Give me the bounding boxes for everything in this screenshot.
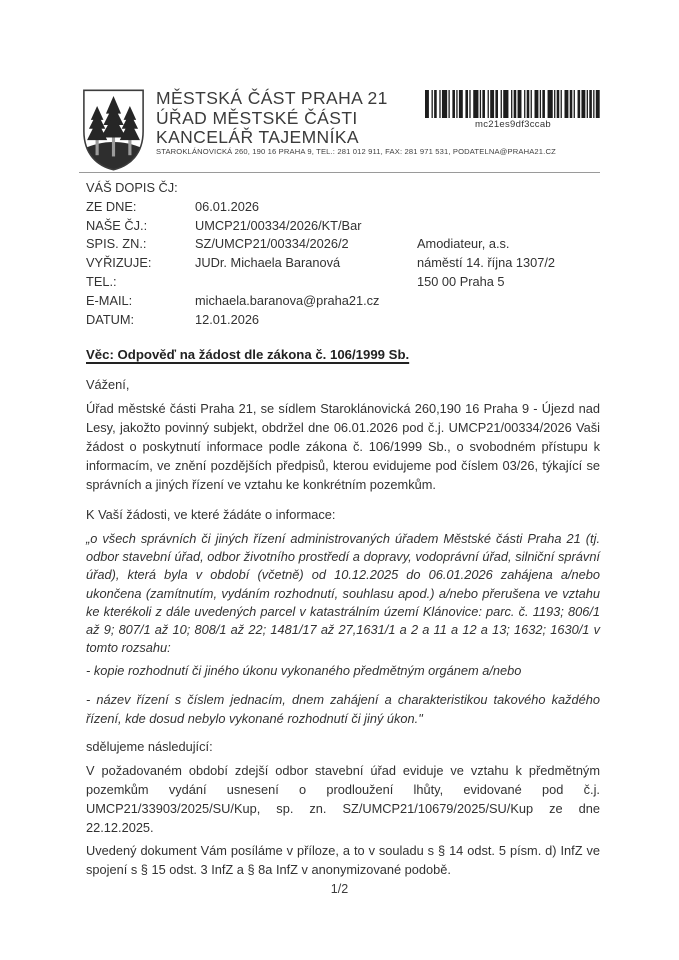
meta-value: 12.01.2026	[195, 311, 260, 327]
meta-label: VÁŠ DOPIS ČJ:	[86, 180, 178, 195]
recipient-address	[417, 235, 555, 291]
meta-row-ze-dne	[86, 198, 379, 217]
recipient-name: Amodiateur, a.s.	[417, 236, 510, 251]
paragraph-answer: V požadovaném období zdejší odbor stavební úřad eviduje ve vztahu k předmětným pozemkům vydání usnesení o prodloužení lhůty, evidované pod č.j. UMCP21/33903/2025/SU/Kup, sp. zn. SZ/UMCP21/10679/2025/SU/Kup ze dne 22.12.2025.	[86, 763, 600, 835]
paragraph-answer-lead: sdělujeme následující:	[86, 739, 213, 754]
meta-row-tel	[86, 273, 379, 292]
meta-row-vas-dopis	[86, 179, 379, 198]
salutation: Vážení,	[86, 377, 130, 392]
coat-of-arms-logo	[82, 88, 145, 172]
meta-row-nase-cj	[86, 217, 379, 236]
quoted-request-text: „o všech správních či jiných řízení administrovaných úřadem Městské části Praha 21 (tj. odbor stavební úřad, odbor životního prostředí a dopravy, vodoprávní úřad, silniční správní úřad), která byla v období (včetně) od 10.12.2025 do 06.01.2026 zahájena a/nebo ukončena (zamítnutím, vydáním rozhodnutí, souhlasu apod.) a/nebo přerušena ve vztahu ke kterékoli z dále uvedených parcel v katastrálním území Klánovice: parc. č. 1193; 806/1 až 9; 807/1 až 10; 808/1 až 22; 1481/17 až 27,1631/1 a 2 a 11 a 12 a 13; 1632; 1630/1 v tomto rozsahu:	[86, 531, 600, 656]
letterhead-org-block	[156, 89, 388, 148]
meta-label: VYŘIZUJE:	[86, 255, 152, 271]
header-divider	[79, 172, 600, 173]
letterhead-contact-line: STAROKLÁNOVICKÁ 260, 190 16 PRAHA 9, TEL.: 281 012 911, FAX: 281 971 531, PODATELNA@PRAHA21.CZ	[156, 147, 556, 156]
meta-label: SPIS. ZN.:	[86, 236, 147, 252]
meta-row-datum	[86, 311, 379, 330]
barcode-text: mc21es9df3ccab	[474, 119, 552, 130]
meta-label: TEL.:	[86, 273, 117, 289]
meta-value: 06.01.2026	[195, 198, 260, 214]
meta-label: DATUM:	[86, 311, 135, 327]
meta-label: E-MAIL:	[86, 292, 133, 308]
meta-value: SZ/UMCP21/00334/2026/2	[195, 236, 349, 252]
paragraph-attachment-note: Uvedený dokument Vám posíláme v příloze, a to v souladu s § 14 odst. 5 písm. d) InfZ ve spojení s § 15 odst. 3 InfZ a § 8a InfZ v anonymizované podobě.	[86, 843, 600, 877]
barcode	[425, 90, 601, 130]
meta-row-email	[86, 292, 379, 311]
meta-label: ZE DNE:	[86, 198, 137, 214]
meta-value: JUDr. Michaela Baranová	[195, 255, 341, 271]
org-name-line1: MĚSTSKÁ ČÁST PRAHA 21	[156, 88, 388, 108]
subject-line: Věc: Odpověď na žádost dle zákona č. 106/1999 Sb.	[86, 347, 410, 362]
barcode-image	[425, 90, 601, 118]
paragraph-request-lead: K Vaší žádosti, ve které žádáte o informace:	[86, 507, 336, 522]
paragraph-intro: Úřad městské části Praha 21, se sídlem Staroklánovická 260,190 16 Praha 9 - Újezd nad Lesy, jakožto povinný subjekt, obdržel dne 06.01.2026 pod č.j. UMCP21/00334/2026 Vaši žádost o poskytnutí informace podle zákona č. 106/1999 Sb., o svobodném přístupu k informacím, ve znění pozdějších předpisů, kterou evidujeme pod číslem 03/26, týkající se správních a jiných řízení ve vztahu ke konkrétním pozemkům.	[86, 401, 600, 492]
request-item-2: - název řízení s číslem jednacím, dnem zahájení a charakteristikou takového každého řízení, kde dosud nebylo vykonané rozhodnutí či jiný úkon."	[86, 692, 600, 726]
request-item-1: - kopie rozhodnutí či jiného úkonu vykonaného předmětným orgánem a/nebo	[86, 663, 522, 678]
recipient-city: 150 00 Praha 5	[417, 273, 505, 289]
org-name-line3: KANCELÁŘ TAJEMNÍKA	[156, 127, 359, 147]
meta-value: michaela.baranova@praha21.cz	[195, 292, 380, 308]
recipient-street: náměstí 14. října 1307/2	[417, 254, 556, 270]
meta-label: NAŠE ČJ.:	[86, 217, 148, 233]
org-name-line2: ÚŘAD MĚSTSKÉ ČÁSTI	[156, 107, 358, 128]
meta-value: UMCP21/00334/2026/KT/Bar	[195, 217, 362, 233]
reference-block	[86, 179, 379, 329]
meta-row-vyrizuje	[86, 254, 379, 273]
page-number: 1/2	[330, 882, 349, 896]
meta-row-spis-zn	[86, 235, 379, 254]
